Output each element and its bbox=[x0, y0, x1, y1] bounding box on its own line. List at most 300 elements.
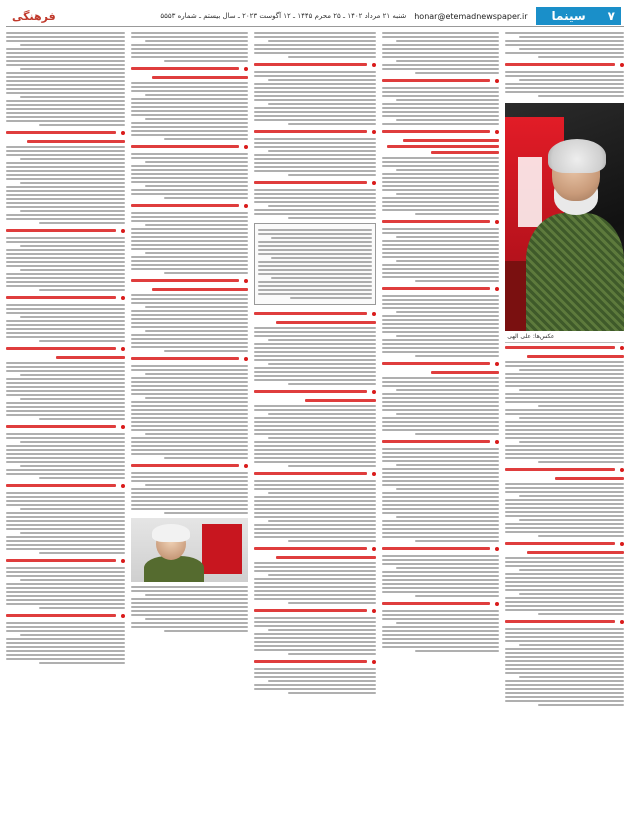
text-line bbox=[131, 449, 248, 451]
text-line bbox=[382, 272, 499, 274]
text-line bbox=[254, 496, 377, 498]
question-heading bbox=[254, 469, 377, 478]
text-line bbox=[6, 571, 125, 573]
text-line bbox=[415, 433, 499, 435]
text-line bbox=[505, 628, 624, 630]
text-line bbox=[538, 95, 624, 97]
text-line bbox=[382, 480, 499, 482]
text-line bbox=[288, 602, 376, 604]
text-line bbox=[505, 688, 624, 690]
text-line bbox=[382, 95, 499, 97]
bullet-icon bbox=[121, 614, 125, 618]
text-line bbox=[145, 185, 248, 187]
text-line bbox=[505, 421, 624, 423]
text-line bbox=[382, 244, 499, 246]
text-line bbox=[131, 590, 248, 592]
text-line bbox=[6, 457, 125, 459]
question-heading bbox=[505, 617, 624, 626]
text-line bbox=[131, 173, 248, 175]
text-line bbox=[6, 186, 125, 188]
bullet-icon bbox=[495, 602, 499, 606]
text-line bbox=[382, 512, 499, 514]
text-line bbox=[505, 457, 624, 459]
text-line bbox=[20, 441, 125, 443]
text-line bbox=[6, 591, 125, 593]
text-line bbox=[254, 193, 377, 195]
text-line bbox=[131, 492, 248, 494]
bullet-icon bbox=[372, 181, 376, 185]
question-heading bbox=[505, 465, 624, 474]
text-line bbox=[254, 107, 377, 109]
question-line bbox=[6, 425, 116, 428]
question-line bbox=[6, 484, 116, 487]
text-line bbox=[254, 645, 377, 647]
text-line bbox=[505, 413, 624, 415]
text-line bbox=[164, 457, 248, 459]
text-line bbox=[145, 618, 248, 620]
question-line bbox=[131, 67, 239, 70]
text-line bbox=[6, 116, 125, 118]
text-line bbox=[254, 562, 377, 564]
question-line bbox=[505, 542, 615, 545]
text-line bbox=[6, 437, 125, 439]
text-line bbox=[254, 99, 377, 101]
text-line bbox=[254, 138, 377, 140]
text-line bbox=[505, 577, 624, 579]
text-line bbox=[254, 672, 377, 674]
text-line bbox=[6, 202, 125, 204]
text-line bbox=[6, 320, 125, 322]
text-line bbox=[254, 213, 377, 215]
text-line bbox=[131, 425, 248, 427]
question-heading bbox=[254, 387, 377, 396]
text-line bbox=[254, 500, 377, 502]
text-line bbox=[6, 603, 125, 605]
text-line bbox=[6, 194, 125, 196]
text-line bbox=[505, 503, 624, 505]
text-line bbox=[145, 397, 248, 399]
email-link[interactable]: honar@etemadnewspaper.ir bbox=[414, 11, 528, 21]
text-line bbox=[538, 613, 624, 615]
text-line bbox=[382, 268, 499, 270]
text-line bbox=[254, 449, 377, 451]
question-line bbox=[387, 145, 499, 148]
text-line bbox=[382, 36, 499, 38]
text-line bbox=[6, 104, 125, 106]
text-line bbox=[258, 229, 373, 231]
text-line bbox=[505, 680, 624, 682]
text-line bbox=[382, 484, 499, 486]
question-line bbox=[382, 547, 490, 550]
text-line bbox=[131, 369, 248, 371]
text-line bbox=[131, 476, 248, 478]
text-line bbox=[131, 228, 248, 230]
text-line bbox=[254, 48, 377, 50]
text-line bbox=[6, 265, 125, 267]
text-line bbox=[382, 614, 499, 616]
bullet-icon bbox=[244, 464, 248, 468]
text-line bbox=[6, 366, 125, 368]
text-line bbox=[20, 210, 125, 212]
text-line bbox=[254, 532, 377, 534]
newspaper-logo: فرهنگی bbox=[12, 9, 56, 23]
text-line bbox=[254, 405, 377, 407]
text-line bbox=[254, 528, 377, 530]
text-line bbox=[131, 264, 248, 266]
text-line bbox=[6, 646, 125, 648]
text-line bbox=[131, 496, 248, 498]
text-line bbox=[505, 511, 624, 513]
question-line bbox=[254, 390, 368, 393]
bullet-icon bbox=[372, 390, 376, 394]
text-line bbox=[254, 52, 377, 54]
text-line bbox=[131, 220, 248, 222]
text-line bbox=[131, 622, 248, 624]
text-line bbox=[131, 504, 248, 506]
text-line bbox=[145, 94, 248, 96]
text-line bbox=[254, 32, 377, 34]
bullet-icon bbox=[372, 609, 376, 613]
text-line bbox=[164, 60, 248, 62]
text-line bbox=[131, 598, 248, 600]
text-line bbox=[519, 495, 624, 497]
text-line bbox=[505, 499, 624, 501]
text-line bbox=[254, 111, 377, 113]
question-line bbox=[505, 620, 615, 623]
text-line bbox=[254, 594, 377, 596]
text-line bbox=[538, 405, 624, 407]
text-line bbox=[254, 668, 377, 670]
text-line bbox=[258, 285, 373, 287]
text-line bbox=[6, 390, 125, 392]
text-line bbox=[258, 253, 373, 255]
text-line bbox=[505, 664, 624, 666]
text-line bbox=[382, 323, 499, 325]
text-line bbox=[505, 585, 624, 587]
text-line bbox=[268, 103, 376, 105]
text-line bbox=[505, 668, 624, 670]
text-line bbox=[131, 102, 248, 104]
text-line bbox=[382, 591, 499, 593]
text-line bbox=[382, 115, 499, 117]
text-line bbox=[505, 531, 624, 533]
text-line bbox=[131, 346, 248, 348]
text-line bbox=[254, 95, 377, 97]
bullet-icon bbox=[372, 547, 376, 551]
text-line bbox=[396, 260, 499, 262]
text-line bbox=[20, 245, 125, 247]
text-line bbox=[382, 161, 499, 163]
text-line bbox=[39, 662, 125, 664]
bullet-icon bbox=[121, 229, 125, 233]
text-line bbox=[538, 704, 624, 706]
text-line bbox=[505, 52, 624, 54]
text-line bbox=[39, 124, 125, 126]
bullet-icon bbox=[372, 472, 376, 476]
highlight-box bbox=[254, 223, 377, 305]
question-line bbox=[382, 130, 490, 133]
text-line bbox=[131, 44, 248, 46]
text-line bbox=[254, 170, 377, 172]
question-heading bbox=[505, 60, 624, 69]
text-line bbox=[6, 198, 125, 200]
text-line bbox=[382, 339, 499, 341]
text-line bbox=[254, 417, 377, 419]
text-line bbox=[20, 579, 125, 581]
text-line bbox=[519, 676, 624, 678]
text-line bbox=[254, 676, 377, 678]
text-line bbox=[6, 410, 125, 412]
text-line bbox=[6, 394, 125, 396]
text-line bbox=[505, 557, 624, 559]
text-line bbox=[519, 48, 624, 50]
text-line bbox=[6, 370, 125, 372]
question-heading bbox=[6, 128, 125, 137]
bullet-icon bbox=[372, 660, 376, 664]
text-line bbox=[164, 138, 248, 140]
text-line bbox=[20, 316, 125, 318]
question-heading bbox=[6, 556, 125, 565]
text-line bbox=[6, 72, 125, 74]
text-line bbox=[271, 237, 372, 239]
text-line bbox=[6, 658, 125, 660]
text-line bbox=[382, 563, 499, 565]
text-line bbox=[382, 393, 499, 395]
text-line bbox=[519, 593, 624, 595]
text-line bbox=[6, 285, 125, 287]
interview-photo bbox=[505, 103, 624, 331]
text-line bbox=[382, 401, 499, 403]
text-line bbox=[505, 491, 624, 493]
question-heading bbox=[254, 657, 377, 666]
text-line bbox=[6, 178, 125, 180]
bullet-icon bbox=[620, 468, 624, 472]
question-line bbox=[254, 609, 368, 612]
question-line bbox=[6, 614, 116, 617]
text-line bbox=[382, 91, 499, 93]
text-line bbox=[254, 649, 377, 651]
text-line bbox=[254, 189, 377, 191]
text-line bbox=[396, 311, 499, 313]
text-line bbox=[131, 32, 248, 34]
bullet-icon bbox=[121, 425, 125, 429]
text-line bbox=[382, 587, 499, 589]
text-line bbox=[131, 48, 248, 50]
text-line bbox=[382, 87, 499, 89]
text-line bbox=[20, 182, 125, 184]
text-line bbox=[20, 532, 125, 534]
text-line bbox=[145, 224, 248, 226]
text-line bbox=[131, 334, 248, 336]
text-line bbox=[505, 91, 624, 93]
text-line bbox=[254, 154, 377, 156]
text-line bbox=[131, 236, 248, 238]
text-line bbox=[382, 492, 499, 494]
text-line bbox=[20, 44, 125, 46]
text-line bbox=[39, 418, 125, 420]
text-line bbox=[505, 589, 624, 591]
text-line bbox=[382, 405, 499, 407]
text-line bbox=[6, 56, 125, 58]
text-line bbox=[6, 599, 125, 601]
text-line bbox=[505, 672, 624, 674]
question-line bbox=[131, 145, 239, 148]
text-line bbox=[271, 277, 372, 279]
text-line bbox=[6, 80, 125, 82]
text-line bbox=[505, 40, 624, 42]
text-line bbox=[415, 540, 499, 542]
text-line bbox=[6, 273, 125, 275]
text-line bbox=[6, 162, 125, 164]
text-line bbox=[258, 233, 373, 235]
text-line bbox=[6, 253, 125, 255]
text-line bbox=[6, 473, 125, 475]
text-line bbox=[268, 339, 376, 341]
text-line bbox=[505, 75, 624, 77]
text-line bbox=[6, 575, 125, 577]
question-heading bbox=[131, 201, 248, 210]
text-line bbox=[6, 166, 125, 168]
text-line bbox=[505, 83, 624, 85]
text-line bbox=[131, 106, 248, 108]
text-line bbox=[6, 386, 125, 388]
text-line bbox=[6, 528, 125, 530]
text-line bbox=[382, 409, 499, 411]
text-line bbox=[254, 166, 377, 168]
question-line bbox=[527, 551, 624, 554]
question-line bbox=[382, 602, 490, 605]
text-line bbox=[6, 304, 125, 306]
question-heading bbox=[382, 217, 499, 226]
question-heading bbox=[254, 544, 377, 553]
question-heading bbox=[382, 437, 499, 446]
text-line bbox=[145, 484, 248, 486]
text-line bbox=[131, 122, 248, 124]
text-line bbox=[382, 579, 499, 581]
column-1 bbox=[505, 30, 624, 814]
text-line bbox=[6, 378, 125, 380]
text-line bbox=[254, 371, 377, 373]
bullet-icon bbox=[121, 347, 125, 351]
question-heading bbox=[254, 127, 377, 136]
text-line bbox=[382, 508, 499, 510]
text-line bbox=[254, 598, 377, 600]
text-line bbox=[131, 318, 248, 320]
text-line bbox=[254, 375, 377, 377]
text-line bbox=[382, 103, 499, 105]
text-line bbox=[254, 162, 377, 164]
text-line bbox=[258, 241, 373, 243]
text-line bbox=[396, 169, 499, 171]
text-line bbox=[519, 519, 624, 521]
text-line bbox=[505, 393, 624, 395]
text-line bbox=[505, 361, 624, 363]
text-line bbox=[131, 98, 248, 100]
bullet-icon bbox=[495, 220, 499, 224]
text-line bbox=[254, 351, 377, 353]
text-line bbox=[505, 636, 624, 638]
text-line bbox=[505, 449, 624, 451]
text-line bbox=[131, 472, 248, 474]
text-line bbox=[6, 32, 125, 34]
photo-caption: عکس‌ها: علی الهی bbox=[505, 331, 624, 343]
text-line bbox=[254, 359, 377, 361]
text-line bbox=[382, 571, 499, 573]
text-line bbox=[6, 587, 125, 589]
text-line bbox=[382, 500, 499, 502]
text-line bbox=[131, 377, 248, 379]
bullet-icon bbox=[244, 204, 248, 208]
text-line bbox=[382, 343, 499, 345]
text-line bbox=[254, 536, 377, 538]
question-line bbox=[505, 346, 615, 349]
text-line bbox=[396, 389, 499, 391]
question-line bbox=[254, 181, 368, 184]
text-line bbox=[382, 476, 499, 478]
text-line bbox=[6, 48, 125, 50]
text-line bbox=[6, 642, 125, 644]
text-line bbox=[505, 700, 624, 702]
text-line bbox=[39, 222, 125, 224]
text-line bbox=[6, 622, 125, 624]
text-line bbox=[6, 433, 125, 435]
text-line bbox=[254, 343, 377, 345]
text-line bbox=[382, 68, 499, 70]
question-line bbox=[27, 140, 124, 143]
text-line bbox=[254, 119, 377, 121]
question-heading bbox=[382, 76, 499, 85]
question-heading bbox=[6, 226, 125, 235]
bullet-icon bbox=[495, 547, 499, 551]
text-line bbox=[288, 540, 376, 542]
text-line bbox=[6, 630, 125, 632]
text-line bbox=[382, 583, 499, 585]
text-line bbox=[415, 595, 499, 597]
text-line bbox=[505, 425, 624, 427]
text-line bbox=[131, 298, 248, 300]
issue-date: شنبه ۲۱ مرداد ۱۴۰۲ ـ ۲۵ محرم ۱۴۴۵ ـ ۱۲ آگوست ۲۰۲۳ ـ سال بیستم ـ شماره ۵۵۵۳ bbox=[160, 12, 407, 20]
text-line bbox=[268, 205, 376, 207]
text-line bbox=[131, 421, 248, 423]
text-line bbox=[6, 492, 125, 494]
question-line bbox=[403, 139, 499, 142]
text-line bbox=[382, 252, 499, 254]
text-line bbox=[254, 83, 377, 85]
text-line bbox=[505, 437, 624, 439]
question-line bbox=[254, 312, 368, 315]
question-line bbox=[382, 220, 490, 223]
text-line bbox=[382, 32, 499, 34]
text-line bbox=[6, 257, 125, 259]
text-line bbox=[396, 60, 499, 62]
text-line bbox=[164, 512, 248, 514]
text-line bbox=[505, 429, 624, 431]
text-line bbox=[268, 150, 376, 152]
text-line bbox=[131, 393, 248, 395]
text-line bbox=[131, 216, 248, 218]
text-line bbox=[382, 468, 499, 470]
article-columns bbox=[6, 30, 624, 814]
text-line bbox=[505, 401, 624, 403]
text-line bbox=[268, 40, 376, 42]
question-line bbox=[431, 151, 499, 154]
text-line bbox=[538, 461, 624, 463]
text-line bbox=[396, 413, 499, 415]
text-line bbox=[20, 96, 125, 98]
text-line bbox=[505, 561, 624, 563]
text-line bbox=[382, 107, 499, 109]
bullet-icon bbox=[121, 559, 125, 563]
